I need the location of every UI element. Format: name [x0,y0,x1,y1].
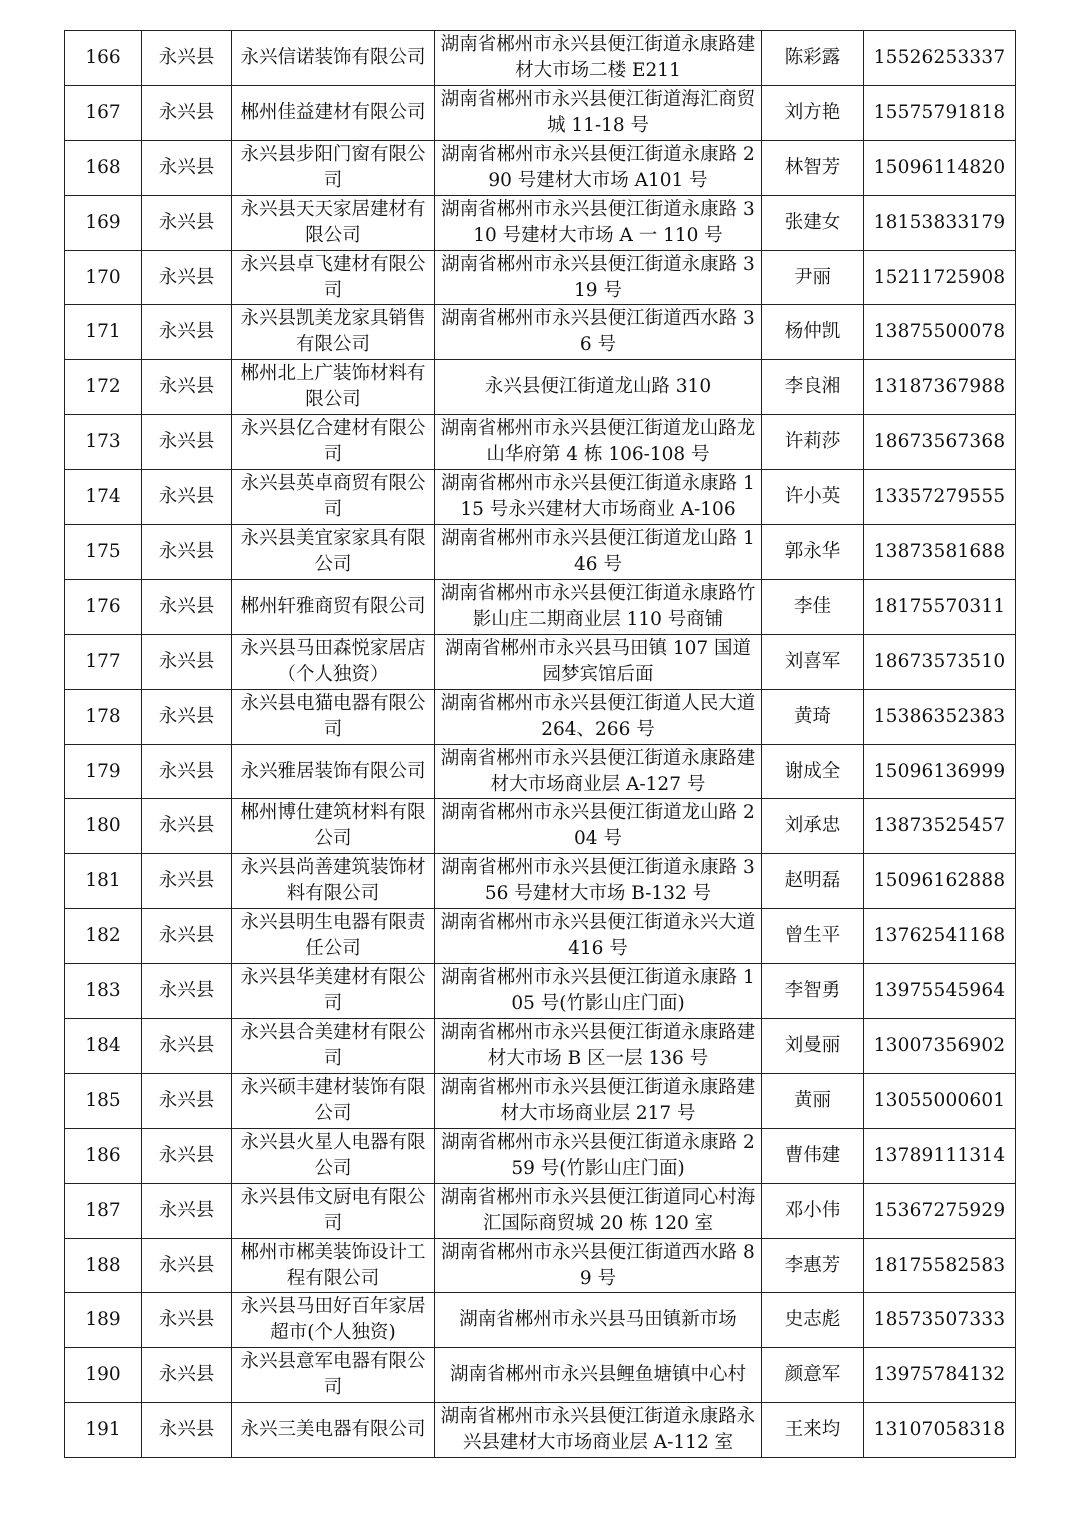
phone-number-cell: 13187367988 [864,360,1016,415]
county-cell: 永兴县 [142,1403,232,1458]
table-row [65,1348,1016,1403]
company-name-cell: 永兴县英卓商贸有限公司 [232,470,435,525]
county-cell: 永兴县 [142,799,232,854]
county-cell: 永兴县 [142,854,232,909]
row-number: 172 [65,360,142,415]
county-cell: 永兴县 [142,1293,232,1348]
contact-name-cell: 张建女 [762,195,864,250]
contact-name-cell: 刘承忠 [762,799,864,854]
contact-name-cell: 李佳 [762,579,864,634]
phone-number-cell: 15211725908 [864,250,1016,305]
address-cell: 湖南省郴州市永兴县便江街道西水路 89 号 [435,1238,762,1293]
row-number: 185 [65,1073,142,1128]
company-name-cell: 永兴县马田森悦家居店（个人独资） [232,634,435,689]
row-number: 179 [65,744,142,799]
phone-number-cell: 13007356902 [864,1019,1016,1074]
address-cell: 湖南省郴州市永兴县便江街道永康路建材大市场商业层 217 号 [435,1073,762,1128]
county-cell: 永兴县 [142,1128,232,1183]
address-cell: 湖南省郴州市永兴县便江街道永康路 310 号建材大市场 A 一 110 号 [435,195,762,250]
county-cell: 永兴县 [142,470,232,525]
address-cell: 湖南省郴州市永兴县便江街道永康路建材大市场商业层 A-127 号 [435,744,762,799]
phone-number-cell: 18573507333 [864,1293,1016,1348]
address-cell: 湖南省郴州市永兴县便江街道同心村海汇国际商贸城 20 栋 120 室 [435,1183,762,1238]
phone-number-cell: 18673573510 [864,634,1016,689]
table-row [65,470,1016,525]
address-cell: 湖南省郴州市永兴县便江街道永康路永兴县建材大市场商业层 A-112 室 [435,1403,762,1458]
phone-number-cell: 15575791818 [864,85,1016,140]
table-row [65,1073,1016,1128]
table-row [65,360,1016,415]
row-number: 178 [65,689,142,744]
address-cell: 湖南省郴州市永兴县便江街道永康路 115 号永兴建材大市场商业 A-106 [435,470,762,525]
company-name-cell: 永兴雅居装饰有限公司 [232,744,435,799]
row-number: 188 [65,1238,142,1293]
address-cell: 湖南省郴州市永兴县马田镇 107 国道园梦宾馆后面 [435,634,762,689]
table-row [65,1128,1016,1183]
phone-number-cell: 15096136999 [864,744,1016,799]
row-number: 190 [65,1348,142,1403]
row-number: 175 [65,525,142,580]
address-cell: 湖南省郴州市永兴县便江街道永兴大道 416 号 [435,909,762,964]
phone-number-cell: 15526253337 [864,31,1016,86]
county-cell: 永兴县 [142,689,232,744]
row-number: 168 [65,140,142,195]
company-name-cell: 永兴信诺装饰有限公司 [232,31,435,86]
company-name-cell: 永兴硕丰建材装饰有限公司 [232,1073,435,1128]
county-cell: 永兴县 [142,305,232,360]
county-cell: 永兴县 [142,1348,232,1403]
row-number: 171 [65,305,142,360]
contact-name-cell: 谢成全 [762,744,864,799]
phone-number-cell: 13975784132 [864,1348,1016,1403]
table-row [65,31,1016,86]
table-row [65,744,1016,799]
contact-name-cell: 黄丽 [762,1073,864,1128]
address-cell: 湖南省郴州市永兴县便江街道海汇商贸城 11-18 号 [435,85,762,140]
company-name-cell: 永兴三美电器有限公司 [232,1403,435,1458]
county-cell: 永兴县 [142,579,232,634]
phone-number-cell: 18175582583 [864,1238,1016,1293]
county-cell: 永兴县 [142,525,232,580]
phone-number-cell: 13107058318 [864,1403,1016,1458]
contact-name-cell: 曹伟建 [762,1128,864,1183]
county-cell: 永兴县 [142,1183,232,1238]
address-cell: 湖南省郴州市永兴县便江街道永康路 319 号 [435,250,762,305]
table-body [65,31,1016,1458]
phone-number-cell: 13873581688 [864,525,1016,580]
row-number: 189 [65,1293,142,1348]
address-cell: 湖南省郴州市永兴县便江街道永康路 105 号(竹影山庄门面) [435,964,762,1019]
phone-number-cell: 18175570311 [864,579,1016,634]
enterprise-table [64,30,1016,1458]
phone-number-cell: 18153833179 [864,195,1016,250]
company-name-cell: 永兴县美宜家家具有限公司 [232,525,435,580]
table-row [65,1293,1016,1348]
table-row [65,415,1016,470]
contact-name-cell: 王来均 [762,1403,864,1458]
table-row [65,305,1016,360]
contact-name-cell: 刘方艳 [762,85,864,140]
row-number: 169 [65,195,142,250]
phone-number-cell: 13875500078 [864,305,1016,360]
row-number: 176 [65,579,142,634]
row-number: 166 [65,31,142,86]
phone-number-cell: 13975545964 [864,964,1016,1019]
row-number: 173 [65,415,142,470]
contact-name-cell: 刘喜军 [762,634,864,689]
row-number: 174 [65,470,142,525]
company-name-cell: 永兴县意军电器有限公司 [232,1348,435,1403]
address-cell: 湖南省郴州市永兴县便江街道龙山路龙山华府第 4 栋 106-108 号 [435,415,762,470]
contact-name-cell: 尹丽 [762,250,864,305]
company-name-cell: 永兴县火星人电器有限公司 [232,1128,435,1183]
county-cell: 永兴县 [142,1073,232,1128]
address-cell: 湖南省郴州市永兴县便江街道永康路 356 号建材大市场 B-132 号 [435,854,762,909]
phone-number-cell: 13789111314 [864,1128,1016,1183]
phone-number-cell: 13873525457 [864,799,1016,854]
row-number: 181 [65,854,142,909]
county-cell: 永兴县 [142,744,232,799]
row-number: 187 [65,1183,142,1238]
address-cell: 永兴县便江街道龙山路 310 [435,360,762,415]
phone-number-cell: 15386352383 [864,689,1016,744]
address-cell: 湖南省郴州市永兴县便江街道西水路 36 号 [435,305,762,360]
address-cell: 湖南省郴州市永兴县马田镇新市场 [435,1293,762,1348]
table-row [65,634,1016,689]
company-name-cell: 永兴县天天家居建材有限公司 [232,195,435,250]
county-cell: 永兴县 [142,1238,232,1293]
county-cell: 永兴县 [142,909,232,964]
address-cell: 湖南省郴州市永兴县便江街道龙山路 204 号 [435,799,762,854]
row-number: 183 [65,964,142,1019]
address-cell: 湖南省郴州市永兴县便江街道人民大道 264、266 号 [435,689,762,744]
address-cell: 湖南省郴州市永兴县鲤鱼塘镇中心村 [435,1348,762,1403]
company-name-cell: 郴州市郴美装饰设计工程有限公司 [232,1238,435,1293]
table-row [65,195,1016,250]
phone-number-cell: 15367275929 [864,1183,1016,1238]
row-number: 186 [65,1128,142,1183]
table-row [65,525,1016,580]
company-name-cell: 永兴县步阳门窗有限公司 [232,140,435,195]
table-row [65,964,1016,1019]
table-row [65,250,1016,305]
row-number: 177 [65,634,142,689]
contact-name-cell: 许小英 [762,470,864,525]
table-row [65,579,1016,634]
phone-number-cell: 15096162888 [864,854,1016,909]
document-page [64,30,1015,1458]
phone-number-cell: 13762541168 [864,909,1016,964]
contact-name-cell: 李良湘 [762,360,864,415]
contact-name-cell: 李智勇 [762,964,864,1019]
contact-name-cell: 黄琦 [762,689,864,744]
address-cell: 湖南省郴州市永兴县便江街道永康路 290 号建材大市场 A101 号 [435,140,762,195]
table-row [65,1238,1016,1293]
company-name-cell: 郴州博仕建筑材料有限公司 [232,799,435,854]
company-name-cell: 永兴县马田好百年家居超市(个人独资) [232,1293,435,1348]
address-cell: 湖南省郴州市永兴县便江街道永康路建材大市场二楼 E211 [435,31,762,86]
table-row [65,1403,1016,1458]
table-row [65,854,1016,909]
county-cell: 永兴县 [142,250,232,305]
row-number: 182 [65,909,142,964]
contact-name-cell: 史志彪 [762,1293,864,1348]
county-cell: 永兴县 [142,360,232,415]
contact-name-cell: 邓小伟 [762,1183,864,1238]
phone-number-cell: 13357279555 [864,470,1016,525]
county-cell: 永兴县 [142,634,232,689]
address-cell: 湖南省郴州市永兴县便江街道龙山路 146 号 [435,525,762,580]
county-cell: 永兴县 [142,85,232,140]
phone-number-cell: 13055000601 [864,1073,1016,1128]
company-name-cell: 永兴县合美建材有限公司 [232,1019,435,1074]
address-cell: 湖南省郴州市永兴县便江街道永康路竹影山庄二期商业层 110 号商铺 [435,579,762,634]
row-number: 184 [65,1019,142,1074]
contact-name-cell: 赵明磊 [762,854,864,909]
table-row [65,140,1016,195]
address-cell: 湖南省郴州市永兴县便江街道永康路 259 号(竹影山庄门面) [435,1128,762,1183]
county-cell: 永兴县 [142,31,232,86]
contact-name-cell: 林智芳 [762,140,864,195]
table-row [65,1183,1016,1238]
company-name-cell: 郴州北上广装饰材料有限公司 [232,360,435,415]
company-name-cell: 永兴县华美建材有限公司 [232,964,435,1019]
county-cell: 永兴县 [142,140,232,195]
company-name-cell: 郴州佳益建材有限公司 [232,85,435,140]
contact-name-cell: 陈彩露 [762,31,864,86]
company-name-cell: 永兴县伟文厨电有限公司 [232,1183,435,1238]
county-cell: 永兴县 [142,964,232,1019]
table-row [65,1019,1016,1074]
company-name-cell: 永兴县尚善建筑装饰材料有限公司 [232,854,435,909]
county-cell: 永兴县 [142,415,232,470]
company-name-cell: 郴州轩雅商贸有限公司 [232,579,435,634]
table-row [65,909,1016,964]
row-number: 167 [65,85,142,140]
contact-name-cell: 李惠芳 [762,1238,864,1293]
contact-name-cell: 杨仲凯 [762,305,864,360]
contact-name-cell: 许莉莎 [762,415,864,470]
row-number: 170 [65,250,142,305]
phone-number-cell: 18673567368 [864,415,1016,470]
company-name-cell: 永兴县亿合建材有限公司 [232,415,435,470]
contact-name-cell: 郭永华 [762,525,864,580]
address-cell: 湖南省郴州市永兴县便江街道永康路建材大市场 B 区一层 136 号 [435,1019,762,1074]
company-name-cell: 永兴县凯美龙家具销售有限公司 [232,305,435,360]
county-cell: 永兴县 [142,195,232,250]
contact-name-cell: 曾生平 [762,909,864,964]
table-row [65,85,1016,140]
table-row [65,799,1016,854]
company-name-cell: 永兴县电猫电器有限公司 [232,689,435,744]
company-name-cell: 永兴县明生电器有限责任公司 [232,909,435,964]
phone-number-cell: 15096114820 [864,140,1016,195]
table-row [65,689,1016,744]
county-cell: 永兴县 [142,1019,232,1074]
contact-name-cell: 颜意军 [762,1348,864,1403]
row-number: 191 [65,1403,142,1458]
company-name-cell: 永兴县卓飞建材有限公司 [232,250,435,305]
contact-name-cell: 刘曼丽 [762,1019,864,1074]
row-number: 180 [65,799,142,854]
